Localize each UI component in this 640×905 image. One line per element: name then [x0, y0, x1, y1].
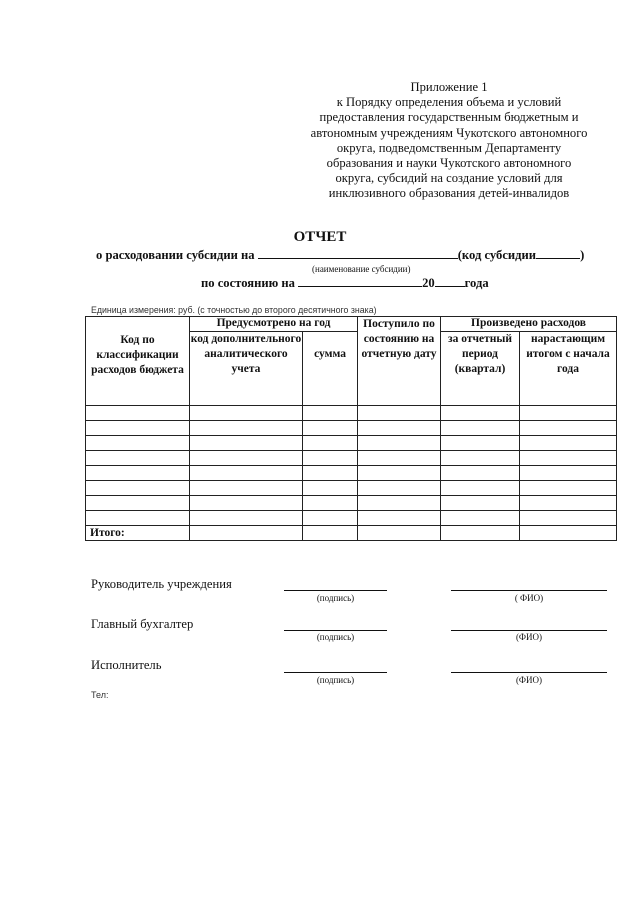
signature-accountant-sign-line[interactable]	[284, 630, 387, 631]
phone-label: Тел:	[91, 690, 109, 700]
table-cell[interactable]	[520, 421, 617, 436]
appendix-line: округа, субсидий на создание условий для	[335, 171, 563, 186]
table-cell[interactable]	[86, 406, 190, 421]
table-cell[interactable]	[190, 451, 303, 466]
date-prefix: по состоянию на	[201, 276, 295, 290]
signature-head-label: Руководитель учреждения	[91, 577, 232, 591]
appendix-line: к Порядку определения объема и условий	[336, 95, 562, 110]
table-cell[interactable]	[441, 466, 520, 481]
header-cumulative: нарастающим итогом с начала года	[520, 332, 617, 406]
table-cell[interactable]	[303, 496, 358, 511]
signature-executor-sign-line[interactable]	[284, 672, 387, 673]
table-cell[interactable]	[358, 466, 441, 481]
table-cell[interactable]	[358, 496, 441, 511]
appendix-line: округа, подведомственным Департаменту	[336, 140, 562, 155]
table-cell[interactable]	[303, 466, 358, 481]
table-cell[interactable]	[441, 451, 520, 466]
table-row	[86, 451, 617, 466]
signature-head-sign-hint: (подпись)	[316, 593, 355, 603]
table-cell[interactable]	[190, 511, 303, 526]
year-suffix: года	[464, 276, 489, 290]
table-cell[interactable]	[190, 406, 303, 421]
table-cell[interactable]	[86, 451, 190, 466]
table-cell[interactable]	[303, 481, 358, 496]
signature-head-name-hint: ( ФИО)	[514, 593, 544, 603]
table-cell[interactable]	[520, 406, 617, 421]
table-row	[86, 511, 617, 526]
header-sum: сумма	[303, 332, 358, 406]
table-cell[interactable]	[190, 466, 303, 481]
table-cell[interactable]	[358, 421, 441, 436]
table-row	[86, 436, 617, 451]
table-cell[interactable]	[520, 511, 617, 526]
table-cell[interactable]	[441, 421, 520, 436]
table-cell[interactable]	[190, 481, 303, 496]
appendix-line: предоставления государственным бюджетным и	[319, 110, 579, 125]
total-label: Итого:	[86, 526, 190, 541]
table-cell[interactable]	[86, 496, 190, 511]
table-row	[86, 406, 617, 421]
header-group-spent: Произведено расходов	[441, 317, 617, 332]
header-period: за отчетный период (квартал)	[441, 332, 520, 406]
table-cell[interactable]	[441, 511, 520, 526]
appendix-line: инклюзивного образования детей-инвалидов	[328, 186, 570, 201]
expenses-table	[85, 316, 617, 541]
table-cell[interactable]	[86, 436, 190, 451]
table-cell[interactable]	[441, 526, 520, 541]
signature-executor-name-line[interactable]	[451, 672, 607, 673]
year-blank[interactable]	[435, 275, 465, 287]
signature-accountant-name-hint: (ФИО)	[515, 632, 543, 642]
table-cell[interactable]	[358, 406, 441, 421]
table-cell[interactable]	[520, 481, 617, 496]
report-date-line	[201, 275, 489, 291]
table-cell[interactable]	[303, 526, 358, 541]
signature-accountant-label: Главный бухгалтер	[91, 617, 194, 631]
subtitle-prefix: о расходовании субсидии на	[96, 248, 255, 262]
subsidy-code-blank[interactable]	[536, 247, 580, 259]
appendix-line: автономным учреждениям Чукотского автономного	[310, 125, 588, 140]
table-cell[interactable]	[190, 421, 303, 436]
table-cell[interactable]	[520, 496, 617, 511]
table-cell[interactable]	[190, 436, 303, 451]
appendix-line: Приложение 1	[410, 80, 488, 94]
signature-executor-name-hint: (ФИО)	[515, 675, 543, 685]
table-cell[interactable]	[358, 511, 441, 526]
header-group-planned: Предусмотрено на год	[190, 317, 358, 332]
signature-head-name-line[interactable]	[451, 590, 607, 591]
table-cell[interactable]	[441, 436, 520, 451]
table-cell[interactable]	[86, 481, 190, 496]
table-cell[interactable]	[86, 511, 190, 526]
table-cell[interactable]	[303, 451, 358, 466]
date-blank[interactable]	[298, 275, 422, 287]
subsidy-code-suffix: )	[580, 248, 585, 262]
header-additional-code: код дополнительного аналитического учета	[190, 332, 303, 406]
subsidy-code-prefix: (код субсидии	[457, 248, 537, 262]
table-cell[interactable]	[520, 436, 617, 451]
table-cell[interactable]	[358, 481, 441, 496]
table-cell[interactable]	[520, 466, 617, 481]
table-row	[86, 466, 617, 481]
table-row	[86, 496, 617, 511]
signature-executor-label: Исполнитель	[91, 658, 162, 672]
subsidy-name-hint: (наименование субсидии)	[312, 264, 411, 274]
table-cell[interactable]	[190, 496, 303, 511]
appendix-header	[290, 80, 608, 202]
table-cell[interactable]	[86, 421, 190, 436]
table-cell[interactable]	[303, 511, 358, 526]
header-code: Код по классификации расходов бюджета	[86, 317, 190, 406]
signature-accountant-name-line[interactable]	[451, 630, 607, 631]
table-cell[interactable]	[358, 526, 441, 541]
table-cell[interactable]	[358, 451, 441, 466]
appendix-line: образования и науки Чукотского автономного	[326, 156, 572, 171]
table-cell[interactable]	[520, 526, 617, 541]
table-cell[interactable]	[441, 496, 520, 511]
header-received: Поступило по состоянию на отчетную дату	[358, 317, 441, 406]
table-cell[interactable]	[86, 466, 190, 481]
table-total-row	[86, 526, 617, 541]
report-title: ОТЧЕТ	[293, 229, 347, 245]
table-row	[86, 481, 617, 496]
report-subtitle	[96, 247, 584, 263]
table-cell[interactable]	[358, 436, 441, 451]
table-cell[interactable]	[303, 406, 358, 421]
units-note: Единица измерения: руб. (с точностью до второго десятичного знака)	[91, 305, 377, 315]
table-row	[86, 421, 617, 436]
table-cell[interactable]	[303, 436, 358, 451]
signature-head-sign-line[interactable]	[284, 590, 387, 591]
signature-accountant-sign-hint: (подпись)	[316, 632, 355, 642]
year-prefix: 20	[422, 276, 435, 290]
table-cell[interactable]	[520, 451, 617, 466]
subsidy-name-blank[interactable]	[258, 247, 458, 259]
table-cell[interactable]	[190, 526, 303, 541]
table-cell[interactable]	[303, 421, 358, 436]
table-cell[interactable]	[441, 481, 520, 496]
table-cell[interactable]	[441, 406, 520, 421]
signature-executor-sign-hint: (подпись)	[316, 675, 355, 685]
